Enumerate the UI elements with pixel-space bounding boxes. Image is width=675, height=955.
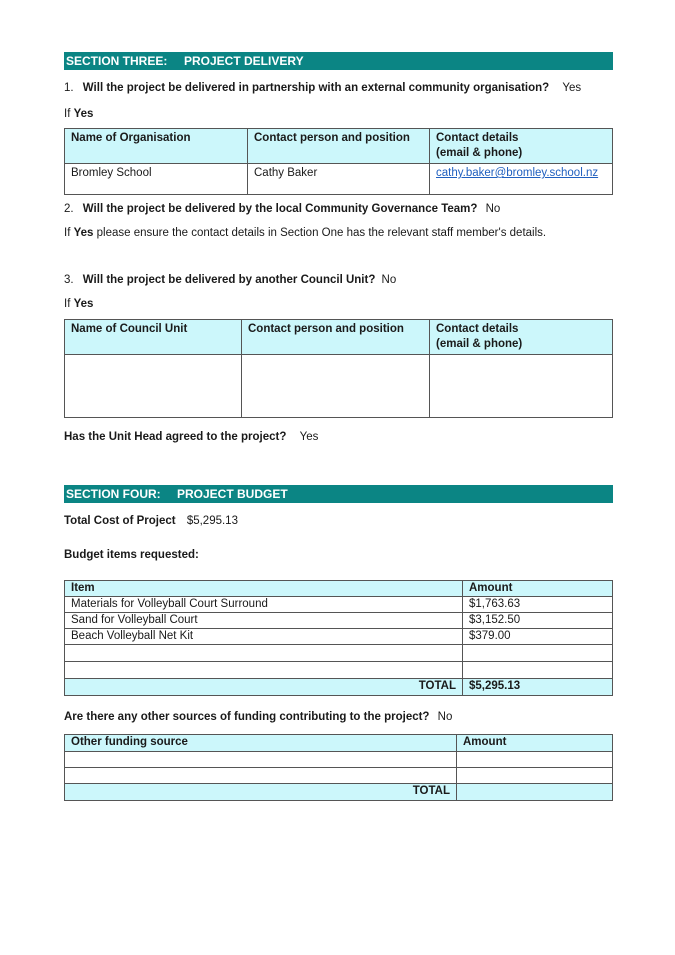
org-name-cell: Bromley School [65,164,248,195]
if-prefix: If [64,298,71,310]
question-2-number: 2. [64,203,74,215]
question-2 [64,202,500,216]
budget-header-amount: Amount [463,581,613,597]
unit-head-question [64,430,318,444]
other-funding-answer: No [437,711,453,723]
section-four-title: PROJECT BUDGET [177,487,288,501]
org-contact-cell: Cathy Baker [248,164,430,195]
section-four-label: SECTION FOUR: [66,487,161,501]
question-1-answer: Yes [562,82,582,94]
budget-amount-cell [463,645,613,662]
budget-amount-cell [463,662,613,679]
unit-head-question-text: Has the Unit Head agreed to the project? [64,431,287,443]
funding-table [64,734,613,801]
table-row [65,597,613,613]
question-1 [64,81,581,95]
question-3 [64,273,396,287]
question-3-answer: No [381,274,397,286]
funding-total-label: TOTAL [65,784,457,801]
org-header-contact: Contact person and position [248,129,430,164]
unit-header-details [430,320,613,355]
total-cost [64,514,238,528]
funding-total-value[interactable] [457,784,613,801]
question-3-number: 3. [64,274,74,286]
unit-header-details-sub: (email & phone) [436,338,523,350]
section-four-header [64,485,613,503]
question-2-answer: No [485,203,501,215]
if-yes-3 [64,297,93,311]
section-three-label: SECTION THREE: [66,54,168,68]
budget-item-cell: Sand for Volleyball Court [65,613,463,629]
section-three-header [64,52,613,70]
unit-contact-cell[interactable] [242,355,430,418]
section-three-title: PROJECT DELIVERY [184,54,304,68]
if-prefix: If [64,108,71,120]
budget-item-cell [65,662,463,679]
org-header-details-sub: (email & phone) [436,147,523,159]
if-yes-label: Yes [73,298,94,310]
organisation-table [64,128,613,195]
funding-amount-cell[interactable] [457,752,613,768]
budget-table [64,580,613,696]
org-details-cell [430,164,613,195]
table-row [65,645,613,662]
funding-amount-cell[interactable] [457,768,613,784]
budget-total-row [65,679,613,696]
table-row [65,662,613,679]
budget-total-value: $5,295.13 [463,679,613,696]
total-cost-label: Total Cost of Project [64,515,176,527]
budget-total-label: TOTAL [65,679,463,696]
budget-amount-cell: $3,152.50 [463,613,613,629]
unit-head-answer: Yes [299,431,319,443]
if-prefix: If [64,227,71,239]
table-row [65,629,613,645]
other-funding-question-text: Are there any other sources of funding contributing to the project? [64,711,430,723]
table-row [65,752,613,768]
budget-item-cell: Beach Volleyball Net Kit [65,629,463,645]
budget-items-label: Budget items requested: [64,549,199,561]
unit-header-details-label: Contact details [436,323,519,335]
budget-header-item: Item [65,581,463,597]
table-row [65,164,613,195]
if-yes-label: Yes [73,108,94,120]
council-unit-table [64,319,613,418]
funding-source-cell[interactable] [65,752,457,768]
funding-header-amount: Amount [457,735,613,752]
question-2-note-text: please ensure the contact details in Section One has the relevant staff member's details. [96,227,547,239]
unit-header-name: Name of Council Unit [65,320,242,355]
if-yes-label: Yes [73,227,94,239]
table-row [65,768,613,784]
org-header-name: Name of Organisation [65,129,248,164]
budget-item-cell: Materials for Volleyball Court Surround [65,597,463,613]
org-header-details [430,129,613,164]
funding-total-row [65,784,613,801]
table-row [65,355,613,418]
question-2-note [64,226,546,240]
unit-details-cell[interactable] [430,355,613,418]
total-cost-value: $5,295.13 [186,515,238,527]
other-funding-question [64,710,452,724]
unit-header-contact: Contact person and position [242,320,430,355]
table-row [65,613,613,629]
funding-source-cell[interactable] [65,768,457,784]
question-2-text: Will the project be delivered by the local Community Governance Team? [82,203,478,215]
funding-header-source: Other funding source [65,735,457,752]
if-yes-1 [64,107,93,121]
question-3-text: Will the project be delivered by another Council Unit? [82,274,376,286]
question-1-number: 1. [64,82,74,94]
org-header-details-label: Contact details [436,132,519,144]
unit-name-cell[interactable] [65,355,242,418]
org-email-link[interactable]: cathy.baker@bromley.school.nz [436,167,599,179]
question-1-text: Will the project be delivered in partnership with an external community organisation? [82,82,550,94]
budget-amount-cell: $379.00 [463,629,613,645]
budget-item-cell [65,645,463,662]
budget-amount-cell: $1,763.63 [463,597,613,613]
